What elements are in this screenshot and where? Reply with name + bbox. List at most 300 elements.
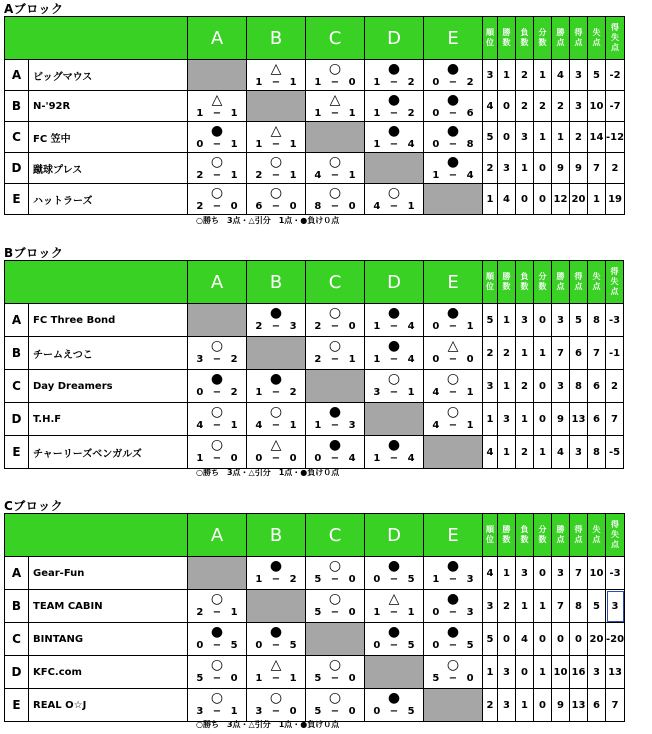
match-score: 1 − 1 [255,77,297,88]
row-label: E [5,689,29,722]
match-score: 0 − 1 [196,139,238,150]
column-header-team: C [306,17,365,60]
column-header-team: D [365,261,424,304]
team-name: FC Three Bond [29,304,188,337]
stat-value: 4 [516,623,534,656]
stat-value: 0 [534,557,552,590]
match-result-cell [188,184,247,215]
row-label: C [5,370,29,403]
stat-value: 2 [570,122,588,153]
column-header-team: D [365,17,424,60]
column-header-stat [606,514,625,557]
stat-value: -7 [606,91,625,122]
stat-value: 3 [498,656,516,689]
team-row [5,590,625,623]
stat-value: 2 [516,91,534,122]
match-result-cell [247,304,306,337]
row-label: D [5,153,29,184]
column-header-stat [534,514,552,557]
match-score: 3 − 2 [196,354,238,365]
result-symbol-icon: ○ [210,591,224,607]
team-name: KFC.com [29,656,188,689]
stat-value: 1 [534,590,552,623]
stat-value: 13 [606,656,625,689]
match-result-cell [365,184,424,215]
match-score: 1 − 3 [314,420,356,431]
match-score: 0 − 2 [196,387,238,398]
match-score: 1 − 4 [373,354,415,365]
stat-value: 4 [483,557,498,590]
result-symbol-icon: ● [387,624,401,640]
stat-value: 9 [552,689,570,722]
match-result-cell [247,153,306,184]
match-score: 1 − 1 [373,607,415,618]
result-symbol-icon: ○ [446,657,460,673]
stat-value: 0 [534,184,552,215]
match-result-cell [306,557,365,590]
match-result-cell [247,122,306,153]
stat-value: 2 [483,689,498,722]
stat-value: 0 [498,91,516,122]
match-result-cell [306,153,365,184]
self-match-cell [365,153,424,184]
match-score: 4 − 1 [196,420,238,431]
column-header-stat [516,17,534,60]
result-symbol-icon: ○ [269,404,283,420]
match-result-cell [424,557,483,590]
match-result-cell [306,337,365,370]
match-score: 1 − 0 [314,77,356,88]
match-result-cell [365,122,424,153]
match-score: 5 − 0 [196,673,238,684]
header-row [5,261,624,304]
result-symbol-icon: ● [269,305,283,321]
block-title: Cブロック [4,499,64,513]
result-symbol-icon: ● [387,305,401,321]
column-header-stat [498,17,516,60]
header-corner [5,514,188,557]
team-row [5,122,625,153]
stat-value: 3 [552,557,570,590]
match-score: 3 − 0 [255,706,297,717]
stat-value: -5 [606,436,624,469]
match-result-cell [365,557,424,590]
stat-header-label: 分数 [538,525,547,544]
stat-value: 1 [483,656,498,689]
row-label: C [5,623,29,656]
stat-value: 5 [483,304,498,337]
result-symbol-icon: ○ [210,690,224,706]
match-score: 3 − 1 [373,387,415,398]
result-symbol-icon: ● [446,591,460,607]
stat-value: 20 [570,184,588,215]
result-symbol-icon: ○ [210,657,224,673]
column-header-team: E [424,17,483,60]
stat-value: -3 [606,304,624,337]
column-header-stat [570,17,588,60]
match-result-cell [188,337,247,370]
match-result-cell [424,370,483,403]
match-score: 2 − 1 [314,354,356,365]
result-symbol-icon: ○ [328,305,342,321]
match-result-cell [188,403,247,436]
stat-value: 2 [534,91,552,122]
column-header-team: C [306,514,365,557]
match-result-cell [306,656,365,689]
result-symbol-icon: ● [446,154,460,170]
stat-value: 4 [552,436,570,469]
match-score: 4 − 1 [373,201,415,212]
stat-value: 2 [483,153,498,184]
team-row [5,403,624,436]
match-score: 5 − 0 [314,673,356,684]
stat-value: 3 [516,557,534,590]
match-result-cell [247,656,306,689]
stat-header-label: 順位 [486,28,494,47]
stat-value: 19 [606,184,625,215]
row-label: E [5,184,29,215]
team-row [5,91,625,122]
result-symbol-icon: ● [387,338,401,354]
stat-header-label: 負数 [520,272,529,291]
stat-value: 2 [516,436,534,469]
stat-header-label: 勝数 [502,525,511,544]
result-symbol-icon: ● [387,437,401,453]
stat-value: 0 [498,122,516,153]
stat-value: 8 [570,590,588,623]
self-match-cell [365,403,424,436]
stat-value: -12 [606,122,625,153]
stat-value: 1 [516,153,534,184]
stat-value: 7 [588,337,606,370]
self-match-cell [424,689,483,722]
match-score: 1 − 4 [373,453,415,464]
match-result-cell [188,153,247,184]
stat-value: 10 [552,656,570,689]
stat-value: 5 [588,60,606,91]
match-result-cell [306,184,365,215]
result-symbol-icon: ● [210,624,224,640]
header-corner [5,17,188,60]
self-match-cell [424,436,483,469]
match-result-cell [306,304,365,337]
self-match-cell [306,122,365,153]
result-symbol-icon: ● [387,61,401,77]
match-score: 6 − 0 [255,201,297,212]
row-label: E [5,436,29,469]
match-score: 0 − 6 [432,108,474,119]
match-score: 1 − 4 [373,139,415,150]
match-result-cell [424,590,483,623]
stat-header-label: 得点 [574,28,583,47]
team-name: BINTANG [29,623,188,656]
self-match-cell [188,304,247,337]
match-score: 0 − 4 [314,453,356,464]
stat-header-label: 失点 [592,272,601,291]
stat-value: 2 [606,370,624,403]
result-symbol-icon: ● [446,92,460,108]
stat-value: 2 [516,60,534,91]
match-score: 2 − 0 [196,201,238,212]
stat-value: 9 [552,403,570,436]
column-header-stat [516,261,534,304]
team-name: FC 笠中 [29,122,188,153]
stat-value: 4 [498,184,516,215]
match-score: 1 − 0 [196,453,238,464]
stat-header-label: 失点 [592,28,601,47]
stat-value: 3 [570,436,588,469]
stat-value: 1 [516,403,534,436]
stat-value: 3 [483,60,498,91]
row-label: B [5,590,29,623]
match-score: 4 − 1 [314,170,356,181]
result-symbol-icon: ○ [328,61,342,77]
team-name: TEAM CABIN [29,590,188,623]
match-score: 5 − 0 [314,607,356,618]
result-symbol-icon: ● [446,123,460,139]
header-corner [5,261,188,304]
result-symbol-icon: ○ [446,371,460,387]
self-match-cell [424,184,483,215]
stat-value: 1 [483,184,498,215]
column-header-team: A [188,17,247,60]
column-header-team: B [247,514,306,557]
stat-value: 3 [570,91,588,122]
self-match-cell [188,60,247,91]
team-name: ハットラーズ [29,184,188,215]
stat-header-label: 勝点 [556,272,565,291]
match-result-cell [424,91,483,122]
column-header-team: B [247,261,306,304]
result-symbol-icon: ● [387,558,401,574]
stat-value: 12 [552,184,570,215]
stat-value: 7 [606,403,624,436]
result-symbol-icon: ○ [210,437,224,453]
match-result-cell [424,153,483,184]
stat-header-label: 失点 [592,525,601,544]
result-symbol-icon: ● [387,92,401,108]
row-label: A [5,557,29,590]
column-header-stat [552,261,570,304]
column-header-team: E [424,514,483,557]
stat-value: 2 [498,337,516,370]
stat-value: 2 [498,590,516,623]
match-result-cell [365,91,424,122]
result-symbol-icon: △ [270,123,282,139]
stat-value: 9 [552,153,570,184]
match-score: 2 − 0 [314,321,356,332]
stat-value: -1 [606,337,624,370]
match-score: 1 − 2 [255,387,297,398]
match-score: 2 − 1 [255,170,297,181]
result-symbol-icon: ● [446,305,460,321]
result-symbol-icon: ● [328,404,342,420]
stat-value: 3 [552,304,570,337]
match-result-cell [424,656,483,689]
stat-value: 0 [534,403,552,436]
result-symbol-icon: ● [210,371,224,387]
stat-value: 1 [516,689,534,722]
column-header-stat [606,261,624,304]
result-symbol-icon: ○ [269,185,283,201]
stat-value: 0 [534,689,552,722]
result-symbol-icon: △ [270,657,282,673]
stat-value: 6 [588,689,606,722]
match-score: 5 − 0 [314,706,356,717]
stat-header-label: 順位 [486,525,494,544]
stat-value: 0 [552,623,570,656]
match-score: 5 − 0 [432,673,474,684]
match-result-cell [188,91,247,122]
column-header-team: C [306,261,365,304]
stat-header-label: 得点 [574,272,583,291]
column-header-stat [588,17,606,60]
block-table [4,260,624,469]
legend-note: ○勝ち 3点・△引分 1点・●負け０点 [196,216,340,225]
stat-value: -3 [606,557,625,590]
row-label: A [5,60,29,91]
result-symbol-icon: ● [269,371,283,387]
team-name: REAL O☆J [29,689,188,722]
header-row [5,17,625,60]
stat-value: 3 [483,370,498,403]
stat-value: 0 [534,623,552,656]
result-symbol-icon: ○ [269,690,283,706]
stat-value: 0 [516,184,534,215]
stat-value: 8 [588,436,606,469]
match-score: 4 − 1 [432,387,474,398]
match-result-cell [424,122,483,153]
stat-value: 1 [534,656,552,689]
match-result-cell [306,403,365,436]
match-result-cell [365,689,424,722]
result-symbol-icon: ● [446,558,460,574]
self-match-cell [247,337,306,370]
stat-value: 10 [588,557,606,590]
match-result-cell [365,304,424,337]
result-symbol-icon: ○ [210,338,224,354]
column-header-team: D [365,514,424,557]
stat-header-label: 負数 [520,525,529,544]
stat-value: 0 [534,153,552,184]
stat-value: 1 [588,184,606,215]
column-header-stat [588,514,606,557]
result-symbol-icon: ● [328,437,342,453]
team-name: ビッグマウス [29,60,188,91]
stat-value: 4 [552,60,570,91]
result-symbol-icon: ○ [328,591,342,607]
stat-value: 3 [516,304,534,337]
stat-value: 5 [483,122,498,153]
stat-value: 3 [588,656,606,689]
stat-value: 5 [570,304,588,337]
stat-value: 3 [570,60,588,91]
legend-note: ○勝ち 3点・△引分 1点・●負け０点 [196,720,340,729]
result-symbol-icon: ○ [328,154,342,170]
stat-header-label: 勝点 [556,28,565,47]
column-header-stat [534,17,552,60]
stat-value: 3 [498,403,516,436]
column-header-stat [534,261,552,304]
match-score: 1 − 1 [255,139,297,150]
result-symbol-icon: △ [270,61,282,77]
stat-value: 16 [570,656,588,689]
match-result-cell [306,60,365,91]
stat-value: 3 [483,590,498,623]
stat-value: 0 [516,656,534,689]
stat-value: 7 [570,557,588,590]
team-name: Day Dreamers [29,370,188,403]
match-score: 0 − 2 [432,77,474,88]
team-row [5,689,625,722]
match-score: 1 − 2 [373,108,415,119]
match-result-cell [247,403,306,436]
column-header-team: A [188,261,247,304]
match-score: 0 − 5 [196,640,238,651]
match-result-cell [424,304,483,337]
block-title: Aブロック [4,2,64,16]
result-symbol-icon: ○ [387,185,401,201]
match-score: 0 − 5 [373,640,415,651]
match-result-cell [306,91,365,122]
row-label: D [5,403,29,436]
result-symbol-icon: ○ [210,404,224,420]
column-header-stat [606,17,625,60]
match-score: 0 − 8 [432,139,474,150]
result-symbol-icon: ○ [210,185,224,201]
team-row [5,436,624,469]
column-header-stat [483,514,498,557]
team-row [5,153,625,184]
stat-value: 14 [588,122,606,153]
team-name: Gear-Fun [29,557,188,590]
match-result-cell [424,623,483,656]
match-result-cell [306,689,365,722]
stat-value: 2 [552,91,570,122]
column-header-stat [552,17,570,60]
stat-header-label: 勝数 [502,28,511,47]
column-header-stat [516,514,534,557]
stat-value: 1 [498,436,516,469]
stat-header-label: 順位 [486,272,494,291]
column-header-stat [588,261,606,304]
match-result-cell [365,623,424,656]
result-symbol-icon: △ [211,92,223,108]
stat-value: 0 [534,370,552,403]
result-symbol-icon: △ [329,92,341,108]
stat-value: 7 [588,153,606,184]
match-result-cell [188,590,247,623]
match-score: 8 − 0 [314,201,356,212]
match-score: 0 − 5 [373,706,415,717]
match-result-cell [247,370,306,403]
self-match-cell [306,623,365,656]
match-result-cell [247,436,306,469]
team-row [5,184,625,215]
stat-header-label: 勝数 [502,272,511,291]
result-symbol-icon: ○ [328,657,342,673]
match-result-cell [247,623,306,656]
stat-value: 1 [552,122,570,153]
stat-header-label: 分数 [538,272,547,291]
stat-value: 1 [534,60,552,91]
row-label: A [5,304,29,337]
stat-value: 13 [570,689,588,722]
team-row [5,60,625,91]
match-score: 0 − 5 [432,640,474,651]
result-symbol-icon: ● [446,61,460,77]
match-result-cell [188,436,247,469]
